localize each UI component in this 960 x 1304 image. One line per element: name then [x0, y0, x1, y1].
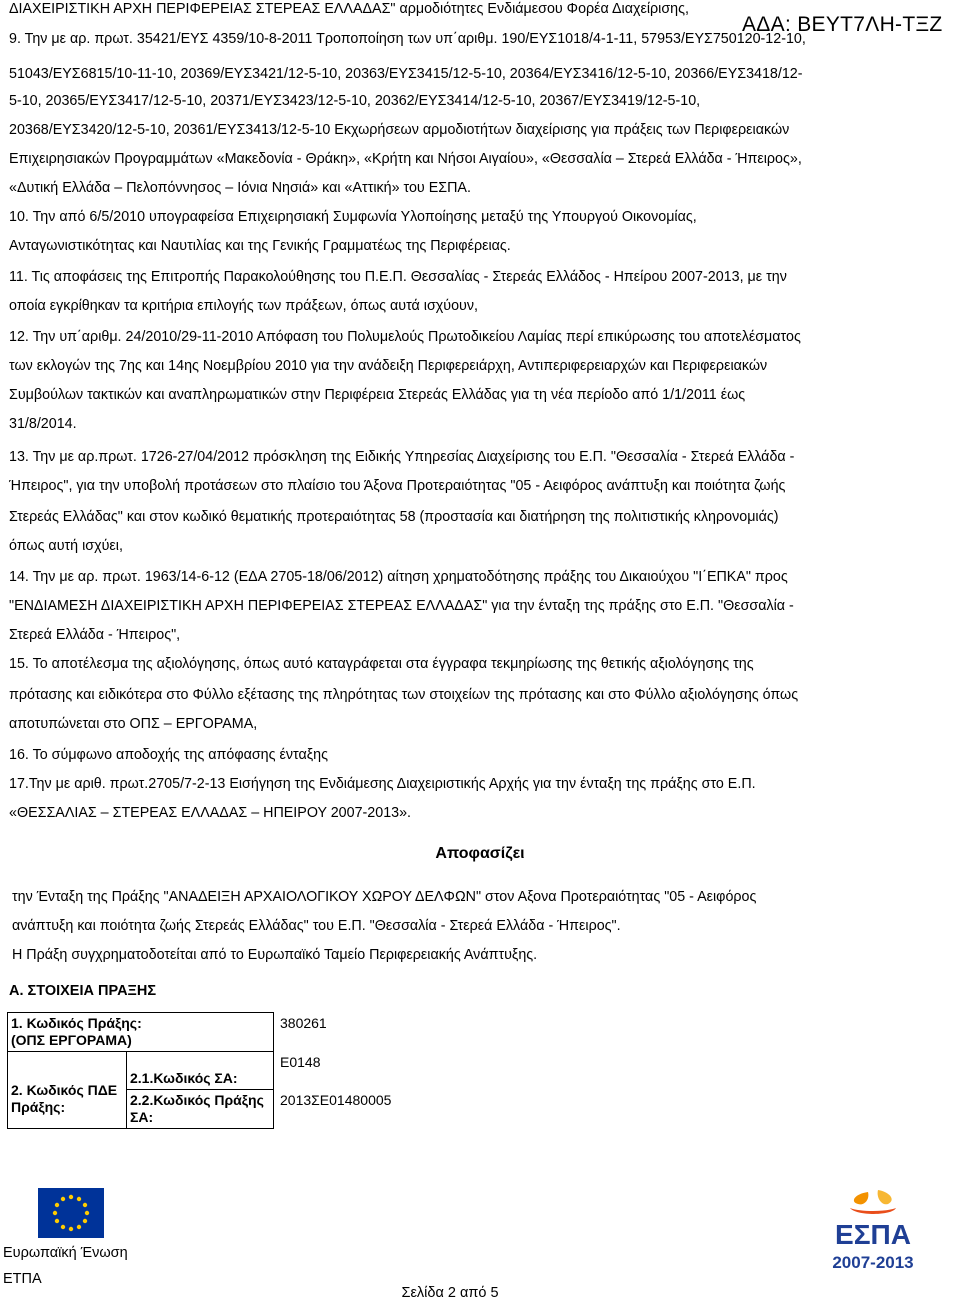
espa-years-text: 2007-2013: [832, 1253, 914, 1272]
text-line: των εκλογών της 7ης και 14ης Νοεμβρίου 2010 για την ανάδειξη Περιφερειάρχη, Αντιπεριφερειαρχών και Περιφερειακών: [9, 358, 768, 374]
sa-project-code-value: 2013ΣΕ01480005: [280, 1091, 392, 1108]
table-label-cell: [127, 1052, 274, 1090]
section-title: Α. ΣΤΟΙΧΕΙΑ ΠΡΑΞΗΣ: [9, 983, 157, 999]
text-line: 31/8/2014.: [9, 416, 77, 432]
text-line: 17.Την με αριθ. πρωτ.2705/7-2-13 Εισήγηση της Ενδιάμεσης Διαχειριστικής Αρχής για την ένταξη της πράξης στο Ε.Π.: [9, 776, 756, 792]
text-line: Επιχειρησιακών Προγραμμάτων «Μακεδονία - Θράκη», «Κρήτη και Νήσοι Αιγαίου», «Θεσσαλία – Στερεά Ελλάδα - Ήπειρος»,: [9, 151, 802, 167]
sa-code-label: 2.1.Κωδικός ΣΑ:: [130, 1070, 238, 1086]
table-value-cell: [274, 1090, 444, 1129]
text-line: 20368/ΕΥΣ3420/12-5-10, 20361/ΕΥΣ3413/12-5-10 Εκχωρήσεων αρμοδιοτήτων διαχείρισης για πράξεις των Περιφερειακών: [9, 122, 790, 138]
espa-logo-text: ΕΣΠΑ: [835, 1219, 911, 1250]
sa-project-code-label: 2.2.Κωδικός Πράξης ΣΑ:: [130, 1092, 264, 1125]
page-number: Σελίδα 2 από 5: [401, 1285, 499, 1301]
decision-line: την Ένταξη της Πράξης "ΑΝΑΔΕΙΞΗ ΑΡΧΑΙΟΛΟΓΙΚΟΥ ΧΩΡΟΥ ΔΕΛΦΩΝ" στον Αξονα Προτεραιότητας "05 - Αειφόρος: [12, 889, 757, 905]
project-code-value: 380261: [280, 1014, 327, 1031]
table-value-cell: [274, 1013, 444, 1052]
eu-label: Ευρωπαϊκή Ένωση: [3, 1245, 128, 1261]
table-label-cell: [8, 1013, 274, 1052]
text-line: 9. Την με αρ. πρωτ. 35421/ΕΥΣ 4359/10-8-2011 Τροποποίηση των υπ΄αριθμ. 190/ΕΥΣ1018/4-1-11, 57953/ΕΥΣ750120-12-10,: [9, 31, 806, 47]
text-line: 11. Τις αποφάσεις της Επιτροπής Παρακολούθησης του Π.Ε.Π. Θεσσαλίας - Στερεάς Ελλάδος - Ηπείρου 2007-2013, με την: [9, 269, 787, 285]
espa-logo-icon: [810, 1188, 936, 1278]
eu-flag-icon: [38, 1188, 104, 1238]
decision-line: ανάπτυξη και ποιότητα ζωής Στερεάς Ελλάδας" του Ε.Π. "Θεσσαλία - Στερεά Ελλάδα - Ήπειρος".: [12, 918, 621, 934]
decision-line: Η Πράξη συγχρηματοδοτείται από το Ευρωπαϊκό Ταμείο Περιφερειακής Ανάπτυξης.: [12, 947, 538, 963]
text-line: 51043/ΕΥΣ6815/10-11-10, 20369/ΕΥΣ3421/12-5-10, 20363/ΕΥΣ3415/12-5-10, 20364/ΕΥΣ3416/12-5-10, 20366/ΕΥΣ3418/12-: [9, 66, 803, 82]
table-value-cell: [274, 1052, 444, 1090]
table-label-cell: [8, 1052, 127, 1129]
text-line: «Δυτική Ελλάδα – Πελοπόννησος – Ιόνια Νησιά» και «Αττική» του ΕΣΠΑ.: [9, 180, 471, 196]
text-line: 16. Το σύμφωνο αποδοχής της απόφασης ένταξης: [9, 747, 328, 763]
text-line: "ΕΝΔΙΑΜΕΣΗ ΔΙΑΧΕΙΡΙΣΤΙΚΗ ΑΡΧΗ ΠΕΡΙΦΕΡΕΙΑΣ ΣΤΕΡΕΑΣ ΕΛΛΑΔΑΣ" για την ένταξη της πράξης στο Ε.Π. "Θεσσαλία -: [9, 598, 794, 614]
text-line: οποία εγκρίθηκαν τα κριτήρια επιλογής των πράξεων, όπως αυτά ισχύουν,: [9, 298, 478, 314]
text-line: Ήπειρος", για την υποβολή προτάσεων στο πλαίσιο του Άξονα Προτεραιότητας "05 - Αειφόρος ανάπτυξη και ποιότητα ζωής: [9, 478, 786, 494]
sa-code-value: Ε0148: [280, 1053, 321, 1070]
text-line: 5-10, 20365/ΕΥΣ3417/12-5-10, 20371/ΕΥΣ3423/12-5-10, 20362/ΕΥΣ3414/12-5-10, 20367/ΕΥΣ3419/12-5-10,: [9, 93, 701, 109]
text-line: Στερεά Ελλάδα - Ήπειρος",: [9, 627, 181, 643]
text-line: Συμβούλων τακτικών και αναπληρωματικών στην Περιφέρεια Στερεάς Ελλάδας για τη νέα περίοδο από 1/1/2011 έως: [9, 387, 746, 403]
text-line: αποτυπώνεται στο ΟΠΣ – ΕΡΓΟΡΑΜΑ,: [9, 716, 258, 732]
text-line: «ΘΕΣΣΑΛΙΑΣ – ΣΤΕΡΕΑΣ ΕΛΛΑΔΑΣ – ΗΠΕΙΡΟΥ 2007-2013».: [9, 805, 412, 821]
fund-label: ΕΤΠΑ: [3, 1271, 42, 1287]
pde-code-label: 2. Κωδικός ΠΔΕ Πράξης:: [11, 1082, 118, 1115]
text-line: 13. Την με αρ.πρωτ. 1726-27/04/2012 πρόσκληση της Ειδικής Υπηρεσίας Διαχείρισης του Ε.Π. "Θεσσαλία - Στερεά Ελλάδα -: [9, 449, 795, 465]
text-line: Ανταγωνιστικότητας και Ναυτιλίας και της Γενικής Γραμματέως της Περιφέρειας.: [9, 238, 511, 254]
ada-code: ΑΔΑ: ΒΕΥΤ7ΛΗ-ΤΞΖ: [742, 13, 943, 36]
table-row: [8, 1052, 444, 1090]
text-line: ΔΙΑΧΕΙΡΙΣΤΙΚΗ ΑΡΧΗ ΠΕΡΙΦΕΡΕΙΑΣ ΣΤΕΡΕΑΣ ΕΛΛΑΔΑΣ" αρμοδιότητες Ενδιάμεσου Φορέα Διαχείρισης,: [9, 1, 689, 17]
table-row: [8, 1013, 444, 1052]
text-line: όπως αυτή ισχύει,: [9, 538, 123, 554]
project-code-label: 1. Κωδικός Πράξης: (ΟΠΣ ΕΡΓΟΡΑΜΑ): [11, 1015, 142, 1048]
decision-heading: Αποφασίζει: [435, 845, 525, 862]
table-label-cell: [127, 1090, 274, 1129]
text-line: πρότασης και ειδικότερα στο Φύλλο εξέτασης της πληρότητας των στοιχείων της πρότασης και στο Φύλλο αξιολόγησης όπως: [9, 687, 799, 703]
text-line: Στερεάς Ελλάδας" και στον κωδικό θεματικής προτεραιότητας 58 (προστασία και διατήρηση της πολιτιστικής κληρονομιάς): [9, 509, 779, 525]
project-info-table: [7, 1012, 444, 1129]
text-line: 15. Το αποτέλεσμα της αξιολόγησης, όπως αυτό καταγράφεται στα έγγραφα τεκμηρίωσης της θετικής αξιολόγησης της: [9, 656, 754, 672]
text-line: 10. Την από 6/5/2010 υπογραφείσα Επιχειρησιακή Συμφωνία Υλοποίησης μεταξύ της Υπουργού Οικονομίας,: [9, 209, 697, 225]
text-line: 14. Την με αρ. πρωτ. 1963/14-6-12 (ΕΔΑ 2705-18/06/2012) αίτηση χρηματοδότησης πράξης του Δικαιούχου "Ι΄ΕΠΚΑ" προς: [9, 569, 788, 585]
text-line: 12. Την υπ΄αριθμ. 24/2010/29-11-2010 Απόφαση του Πολυμελούς Πρωτοδικείου Λαμίας περί επικύρωσης του αποτελέσματος: [9, 329, 801, 345]
